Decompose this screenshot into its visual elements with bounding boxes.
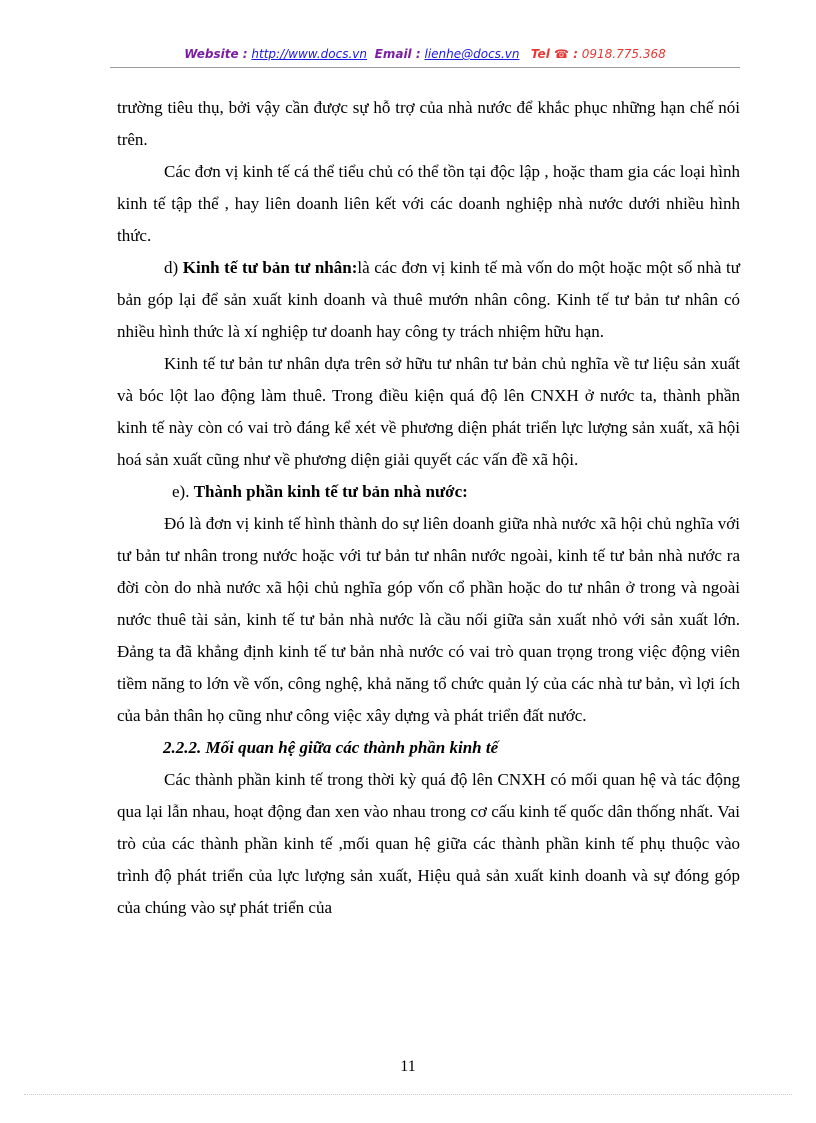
- footer-divider: [24, 1094, 792, 1095]
- paragraph-5: [117, 476, 740, 508]
- email-label: Email :: [374, 47, 421, 61]
- tel-label: Tel ☎ :: [530, 47, 578, 61]
- paragraph-3: [117, 252, 740, 348]
- paragraph-2: Các đơn vị kinh tế cá thể tiểu chủ có thể tồn tại độc lập , hoặc tham gia các loại hình kinh tế tập thể , hay liên doanh liên kết với các doanh nghiệp nhà nước dưới nhiều hình thức.: [117, 162, 740, 245]
- paragraph-7: Các thành phần kinh tế trong thời kỳ quá độ lên CNXH có mối quan hệ và tác động qua lại lẫn nhau, hoạt động đan xen vào nhau trong cơ cấu kinh tế quốc dân thống nhất. Vai trò của các thành phần kinh tế ,mối quan hệ giữa các thành phần kinh tế phụ thuộc vào trình độ phát triển của lực lượng sản xuất, Hiệu quả sản xuất kinh doanh và sự đóng góp của chúng vào sự phát triển của: [117, 770, 740, 917]
- term-kinh-te-tu-ban-tu-nhan: Kinh tế tư bản tư nhân:: [182, 258, 358, 277]
- paragraph-1: trường tiêu thụ, bởi vậy cần được sự hỗ trợ của nhà nước để khắc phục những hạn chế nói trên.: [117, 98, 740, 149]
- item-marker-d: d): [164, 258, 183, 277]
- paragraph-4: Kinh tế tư bản tư nhân dựa trên sở hữu tư nhân tư bản chủ nghĩa về tư liệu sản xuất và bóc lột lao động làm thuê. Trong điều kiện quá độ lên CNXH ở nước ta, thành phần kinh tế này còn có vai trò đáng kể xét về phương diện phát triển lực lượng sản xuất, xã hội hoá sản xuất cũng như về phương diện giải quyết các vấn đề xã hội.: [117, 354, 740, 469]
- document-body: [117, 92, 740, 924]
- page-number: 11: [400, 1058, 416, 1075]
- item-marker-e: e).: [172, 482, 194, 501]
- website-link[interactable]: http://www.docs.vn: [251, 47, 367, 61]
- section-heading: 2.2.2. Mối quan hệ giữa các thành phần kinh tế: [163, 738, 499, 757]
- term-thanh-phan-kinh-te-tu-ban-nha-nuoc: Thành phần kinh tế tư bản nhà nước:: [193, 482, 468, 501]
- paragraph-6: Đó là đơn vị kinh tế hình thành do sự liên doanh giữa nhà nước xã hội chủ nghĩa với tư bản tư nhân trong nước hoặc với tư bản tư nhân nước ngoài, kinh tế tư bản nhà nước ra đời còn do nhà nước xã hội chủ nghĩa góp vốn cổ phần hoặc do tư nhân ở trong và ngoài nước thuê tài sản, kinh tế tư bản nhà nước là cầu nối giữa sản xuất nhỏ với sản xuất lớn. Đảng ta đã khẳng định kinh tế tư bản nhà nước có vai trò quan trọng trong việc động viên tiềm năng to lớn về vốn, công nghệ, khả năng tổ chức quản lý của các nhà tư bản, vì lợi ích của bản thân họ cũng như công việc xây dựng và phát triển đất nước.: [117, 514, 740, 725]
- page-header: [110, 47, 740, 61]
- website-label: Website :: [184, 47, 248, 61]
- paragraph-3-text: là các đơn vị kinh tế mà vốn do một hoặc một số nhà tư bản góp lại để sản xuất kinh doanh và thuê mướn nhân công. Kinh tế tư bản tư nhân có nhiều hình thức là xí nghiệp tư doanh hay công ty trách nhiệm hữu hạn.: [117, 258, 740, 341]
- tel-number: 0918.775.368: [581, 47, 666, 61]
- header-divider: [110, 67, 740, 68]
- email-link[interactable]: lienhe@docs.vn: [424, 47, 520, 61]
